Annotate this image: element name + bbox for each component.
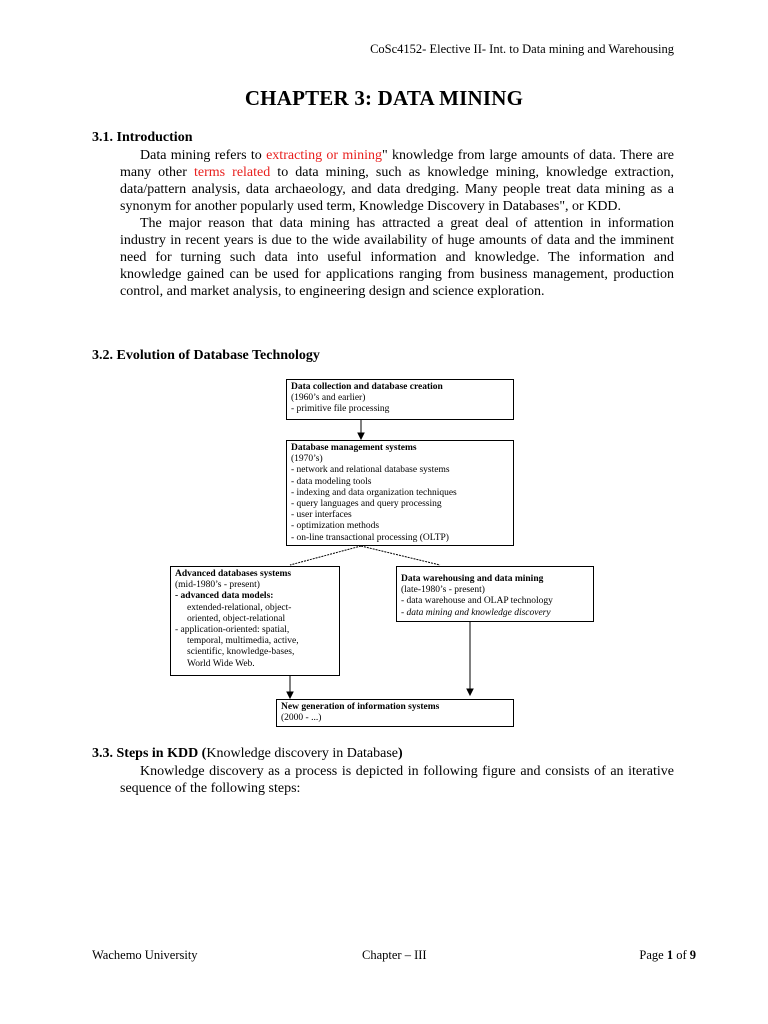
- footer-university: Wachemo University: [92, 948, 198, 962]
- section-3-2-heading: 3.2. Evolution of Database Technology: [92, 348, 320, 363]
- box-line: extended-relational, object-: [187, 602, 292, 613]
- box-dbms: [286, 440, 514, 546]
- box-line: - data modeling tools: [291, 476, 372, 487]
- box-line: - advanced data models:: [175, 591, 274, 602]
- box-title: Data warehousing and data mining: [401, 574, 544, 584]
- box-line: - user interfaces: [291, 510, 352, 521]
- section-3-3-heading: [92, 746, 403, 762]
- page-of: of: [673, 948, 690, 962]
- box-line: - query languages and query processing: [291, 499, 442, 510]
- box-line: - primitive file processing: [291, 404, 390, 415]
- box-line: temporal, multimedia, active,: [187, 636, 299, 647]
- box-line: World Wide Web.: [187, 658, 255, 669]
- page-total: 9: [689, 948, 696, 962]
- box-line: (1970’s): [291, 454, 323, 465]
- box-title: Advanced databases systems: [175, 569, 292, 579]
- intro-text-a: Data mining refers to: [140, 148, 267, 163]
- arrowhead: [358, 433, 364, 439]
- footer-chapter: Chapter – III: [362, 948, 427, 962]
- box-title: Database management systems: [291, 443, 417, 453]
- heading-bold: 3.3. Steps in KDD (: [92, 746, 207, 761]
- box-line: (1960’s and earlier): [291, 393, 366, 404]
- intro-paragraph-2: The major reason that data mining has attracted a great deal of attention in information industry in recent years is due to the wide availability of huge amounts of data and the imminent need for turning such data into useful information and knowledge. The information and knowledge gained can be used for applications ranging from business management, production control, and market analysis, to engineering design and science exploration.: [120, 216, 674, 299]
- box-line: (late-1980’s - present): [401, 585, 485, 596]
- box-line: scientific, knowledge-bases,: [187, 647, 295, 658]
- box-line: oriented, object-relational: [187, 613, 286, 624]
- heading-close: ): [398, 746, 403, 761]
- page-header: CoSc4152- Elective II- Int. to Data mining and Warehousing: [370, 42, 674, 56]
- box-title: New generation of information systems: [281, 702, 440, 712]
- kdd-paragraph: Knowledge discovery as a process is depicted in following figure and consists of an iterative sequence of the following steps:: [120, 764, 674, 796]
- box-line: - indexing and data organization techniques: [291, 487, 457, 498]
- box-line: - data mining and knowledge discovery: [401, 607, 551, 618]
- highlight-extracting: extracting or mining: [266, 148, 383, 163]
- box-title: Data collection and database creation: [291, 382, 443, 392]
- page-prefix: Page: [639, 948, 667, 962]
- section-3-1-heading: 3.1. Introduction: [92, 130, 193, 145]
- section-3-3-body: [120, 763, 674, 797]
- box-line: - on-line transactional processing (OLTP): [291, 532, 449, 543]
- box-data-warehousing: [396, 566, 594, 622]
- chapter-title: CHAPTER 3: DATA MINING: [244, 86, 524, 110]
- highlight-terms-related: terms related: [194, 165, 271, 180]
- box-line: - network and relational database systems: [291, 465, 450, 476]
- intro-text-b: " knowledge from large amounts of data. There are many other: [120, 148, 674, 180]
- arrowhead: [287, 692, 293, 698]
- arrowhead: [467, 689, 473, 695]
- box-line: - application-oriented: spatial,: [175, 625, 290, 636]
- page-num: 1: [666, 948, 674, 962]
- box-new-generation: [276, 699, 514, 727]
- box-line: (2000 - ...): [281, 713, 322, 724]
- box-line: (mid-1980’s - present): [175, 580, 260, 591]
- arrow-box2-box4: [361, 546, 440, 565]
- intro-text-c: to data mining, such as knowledge mining, knowledge extraction, data/pattern analysis, data archaeology, and data dredging. Many people treat data mining as a synonym for another popularly used term, Knowledge Discovery in Databases", or KDD.: [120, 165, 674, 214]
- arrow-box2-box3: [290, 546, 361, 565]
- box-line: - optimization methods: [291, 521, 380, 532]
- section-3-1-body: [120, 147, 674, 300]
- intro-paragraph-1: [120, 147, 674, 215]
- box-line: - data warehouse and OLAP technology: [401, 596, 553, 607]
- heading-normal: Knowledge discovery in Database: [206, 746, 399, 761]
- footer-page-number: [639, 948, 696, 963]
- box-data-collection: [286, 379, 514, 420]
- box-advanced-databases: [170, 566, 340, 676]
